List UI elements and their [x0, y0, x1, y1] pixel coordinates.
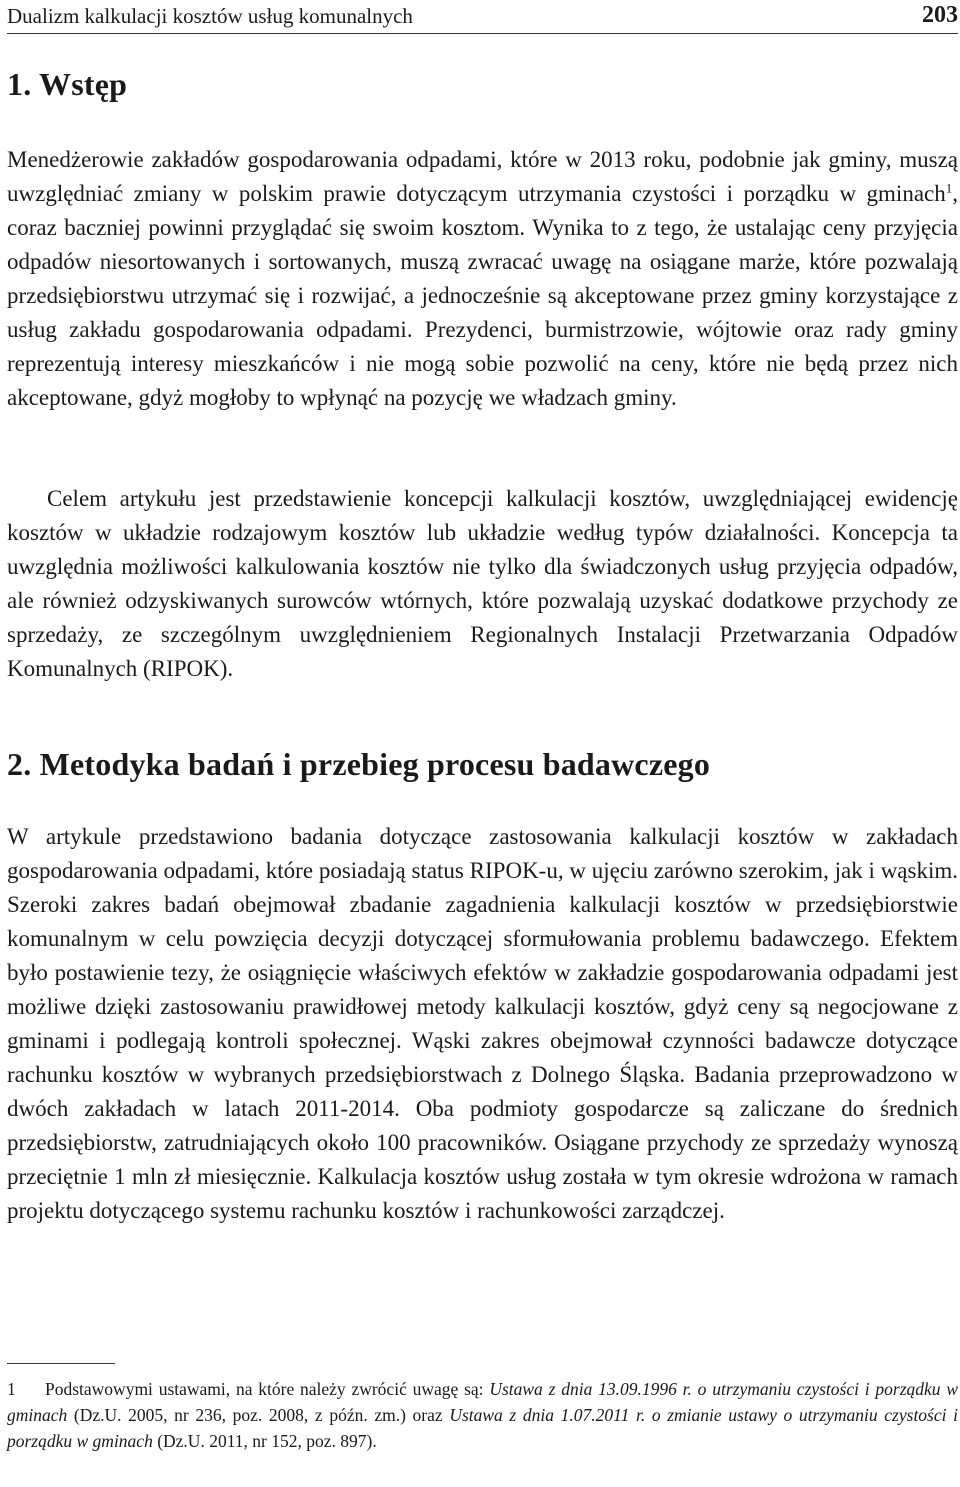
footnote-separator [7, 1363, 115, 1364]
paragraph-intro-1 [7, 143, 958, 415]
footnote-law-title: Ustawa z dnia 1.07.2011 r. o zmianie ustawy o utrzymaniu czystości i porządku w gminach [7, 1405, 958, 1451]
footnote-number: 1 [7, 1379, 16, 1399]
paragraph-intro-2: Celem artykułu jest przedstawienie koncepcji kalkulacji kosztów, uwzględniającej ewidencję kosztów w układzie rodzajowym kosztów lub układzie według typów działalności. Koncepcja ta uwzględnia możliwości kalkulowania kosztów nie tylko dla świadczonych usług przyjęcia odpadów, ale również odzyskiwanych surowców wtórnych, które pozwalają uzyskać dodatkowe przychody ze sprzedaży, ze szczególnym uwzględnieniem Regionalnych Instalacji Przetwarzania Odpadów Komunalnych (RIPOK). [7, 486, 958, 681]
footnote-text: (Dz.U. 2005, nr 236, poz. 2008, z późn. zm.) oraz [67, 1405, 450, 1425]
paragraph-text: , coraz baczniej powinni przyglądać się swoim kosztom. Wynika to z tego, że ustalając ceny przyjęcia odpadów niesortowanych i sortowanych, muszą zwracać uwagę na osiągane marże, które pozwalają przedsiębiorstwu utrzymać się i rozwijać, a jednocześnie są akceptowane przez gminy korzystające z usług zakładu gospodarowania odpadami. Prezydenci, burmistrzowie, wójtowie oraz rady gminy reprezentują interesy mieszkańców i nie mogą sobie pozwolić na ceny, które nie będą przez nich akceptowane, gdyż mogłoby to wpłynąć na pozycję we władzach gminy. [7, 181, 958, 410]
running-title: Dualizm kalkulacji kosztów usług komunalnych [7, 4, 413, 28]
footnote [7, 1376, 958, 1454]
running-header [7, 0, 958, 34]
section-heading-introduction: 1. Wstęp [7, 66, 128, 102]
footnote-text: (Dz.U. 2011, nr 152, poz. 897). [152, 1431, 377, 1451]
footnote-reference[interactable]: 1 [945, 180, 953, 196]
paragraph-methodology-1: W artykule przedstawiono badania dotyczące zastosowania kalkulacji kosztów w zakładach gospodarowania odpadami, które posiadają status RIPOK-u, w ujęciu zarówno szerokim, jak i wąskim. Szeroki zakres badań obejmował zbadanie zagadnienia kalkulacji kosztów w przedsiębiorstwie komunalnym w celu powzięcia decyzji dotyczącej sformułowania problemu badawczego. Efektem było postawienie tezy, że osiągnięcie właściwych efektów w zakładzie gospodarowania odpadami jest możliwe dzięki zastosowaniu prawidłowej metody kalkulacji kosztów, gdyż ceny są negocjowane z gminami i podlegają kontroli społecznej. Wąski zakres obejmował czynności badawcze dotyczące rachunku kosztów w wybranych przedsiębiorstwach z Dolnego Śląska. Badania przeprowadzono w dwóch zakładach w latach 2011-2014. Oba podmioty gospodarcze są zaliczane do średnich przedsiębiorstw, zatrudniających około 100 pracowników. Osiągane przychody ze sprzedaży wynoszą przeciętnie 1 mln zł miesięcznie. Kalkulacja kosztów usług została w tym okresie wdrożona w ramach projektu dotyczącego systemu rachunku kosztów i rachunkowości zarządczej. [7, 824, 958, 1223]
footnote-text: Podstawowymi ustawami, na które należy zwrócić uwagę są: [45, 1379, 490, 1399]
footnote-law-title: Ustawa z dnia 13.09.1996 r. o utrzymaniu czystości i porządku w gminach [7, 1379, 959, 1425]
paragraph-text: Menedżerowie zakładów gospodarowania odpadami, które w 2013 roku, podobnie jak gminy, muszą uwzględniać zmiany w polskim prawie dotyczącym utrzymania czystości i porządku w gminach [7, 147, 958, 206]
page-number: 203 [922, 2, 958, 28]
section-heading-methodology: 2. Metodyka badań i przebieg procesu badawczego [7, 746, 711, 782]
